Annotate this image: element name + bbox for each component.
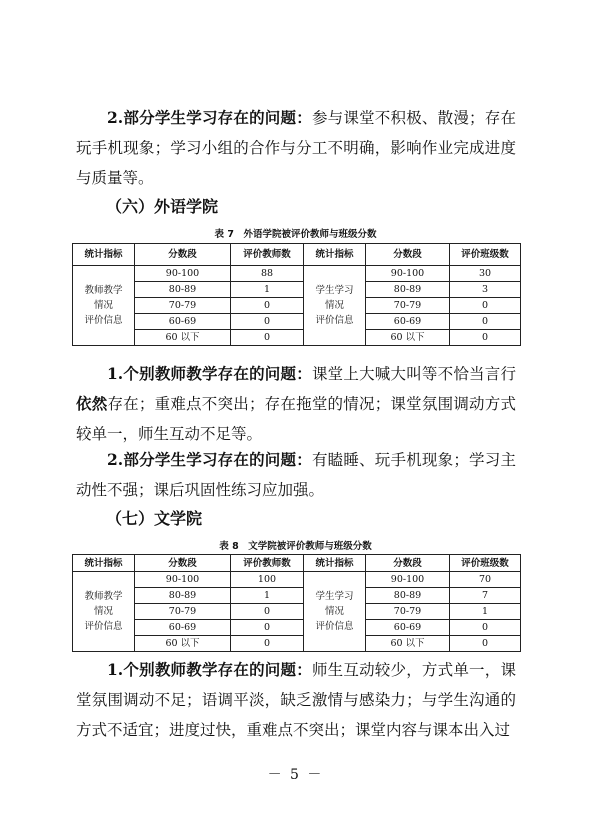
group-label-line: 情况 [93, 300, 113, 311]
student-eval-group-label [304, 572, 366, 652]
paragraph-body: 存在；重难点不突出；存在拖堂的情况；课堂氛围调动方式较单一，师生互动不足等。 [76, 395, 516, 443]
paragraph-lead: 2.部分学生学习存在的问题： [107, 450, 312, 469]
column-header: 分数段 [366, 555, 450, 572]
paragraph-lead: 1.个别教师教学存在的问题： [107, 364, 312, 383]
score-range-cell: 90-100 [135, 266, 231, 282]
score-range-cell: 90-100 [366, 572, 450, 588]
column-header: 分数段 [135, 244, 231, 266]
score-range-cell: 90-100 [366, 266, 450, 282]
teacher-count-cell: 88 [231, 266, 304, 282]
paragraph-lead: 1.个别教师教学存在的问题： [107, 660, 312, 679]
score-range-cell: 60 以下 [366, 330, 450, 346]
column-header: 评价教师数 [231, 244, 304, 266]
score-range-cell: 80-89 [135, 282, 231, 298]
class-count-cell: 0 [450, 620, 521, 636]
paragraph-teacher-issues-liberal-arts [76, 655, 516, 745]
teacher-count-cell: 0 [231, 620, 304, 636]
group-label-line: 学生学习 [315, 591, 354, 602]
paragraph-body: 参与课堂不积极、散漫；存在玩手机现象；学习小组的合作与分工不明确，影响作业完成进度与质量等。 [76, 109, 516, 187]
teacher-count-cell: 0 [231, 604, 304, 620]
column-header: 分数段 [135, 555, 231, 572]
score-range-cell: 60 以下 [135, 330, 231, 346]
column-header: 统计指标 [304, 555, 366, 572]
table-row [73, 604, 521, 620]
group-label-line: 情况 [324, 606, 344, 617]
teacher-eval-group-label [73, 266, 135, 346]
class-count-cell: 70 [450, 572, 521, 588]
score-range-cell: 80-89 [135, 588, 231, 604]
paragraph-body: 课堂上大喊大叫等不恰当言行 [311, 365, 516, 383]
class-count-cell: 0 [450, 330, 521, 346]
paragraph-emphasis: 依然 [76, 394, 108, 413]
section-heading-liberal-arts: （七）文学院 [106, 509, 203, 528]
table-8 [72, 554, 521, 652]
table-header-row [73, 555, 521, 572]
paragraph-body: 有瞌睡、玩手机现象；学习主动性不强；课后巩固性练习应加强。 [76, 451, 516, 499]
teacher-count-cell: 0 [231, 636, 304, 652]
table-row [73, 620, 521, 636]
table-row [73, 266, 521, 282]
table-7-caption: 表 7 外语学院被评价教师与班级分数 [214, 229, 377, 240]
table-header-row [73, 244, 521, 266]
table-row [73, 298, 521, 314]
class-count-cell: 0 [450, 298, 521, 314]
score-range-cell: 60-69 [366, 620, 450, 636]
score-range-cell: 60-69 [135, 620, 231, 636]
group-label-line: 情况 [93, 606, 113, 617]
group-label-line: 评价信息 [84, 315, 123, 326]
score-range-cell: 60 以下 [135, 636, 231, 652]
table-8-caption: 表 8 文学院被评价教师与班级分数 [219, 541, 372, 552]
page-number: － 5 － [267, 767, 324, 783]
teacher-count-cell: 0 [231, 298, 304, 314]
score-range-cell: 70-79 [366, 604, 450, 620]
teacher-count-cell: 1 [231, 282, 304, 298]
score-range-cell: 70-79 [366, 298, 450, 314]
section-heading-foreign-languages: （六）外语学院 [106, 197, 219, 216]
column-header: 分数段 [366, 244, 450, 266]
teacher-count-cell: 1 [231, 588, 304, 604]
paragraph-lead: 2.部分学生学习存在的问题： [107, 108, 312, 127]
column-header: 评价班级数 [450, 244, 521, 266]
teacher-eval-group-label [73, 572, 135, 652]
teacher-count-cell: 0 [231, 314, 304, 330]
paragraph-body: 师生互动较少，方式单一，课堂氛围调动不足；语调平淡，缺乏激情与感染力；与学生沟通的方式不适宜；进度过快，重难点不突出；课堂内容与课本出入过 [76, 661, 516, 739]
table-row [73, 588, 521, 604]
paragraph-teacher-issues-foreign [76, 359, 516, 449]
group-label-line: 教师教学 [84, 285, 123, 296]
paragraph-student-issues-1 [76, 103, 516, 193]
score-range-cell: 80-89 [366, 282, 450, 298]
table-row [73, 636, 521, 652]
table-row [73, 330, 521, 346]
column-header: 统计指标 [73, 244, 135, 266]
class-count-cell: 30 [450, 266, 521, 282]
class-count-cell: 1 [450, 604, 521, 620]
teacher-count-cell: 100 [231, 572, 304, 588]
table-row [73, 572, 521, 588]
score-range-cell: 60-69 [135, 314, 231, 330]
group-label-line: 学生学习 [315, 285, 354, 296]
group-label-line: 评价信息 [315, 315, 354, 326]
group-label-line: 评价信息 [315, 621, 354, 632]
table-7 [72, 243, 521, 346]
score-range-cell: 70-79 [135, 604, 231, 620]
teacher-count-cell: 0 [231, 330, 304, 346]
class-count-cell: 0 [450, 314, 521, 330]
column-header: 统计指标 [304, 244, 366, 266]
table-row [73, 314, 521, 330]
score-range-cell: 70-79 [135, 298, 231, 314]
table-row [73, 282, 521, 298]
group-label-line: 评价信息 [84, 621, 123, 632]
score-range-cell: 80-89 [366, 588, 450, 604]
class-count-cell: 7 [450, 588, 521, 604]
class-count-cell: 3 [450, 282, 521, 298]
column-header: 统计指标 [73, 555, 135, 572]
column-header: 评价教师数 [231, 555, 304, 572]
student-eval-group-label [304, 266, 366, 346]
class-count-cell: 0 [450, 636, 521, 652]
score-range-cell: 90-100 [135, 572, 231, 588]
group-label-line: 情况 [324, 300, 344, 311]
group-label-line: 教师教学 [84, 591, 123, 602]
paragraph-student-issues-foreign [76, 445, 516, 505]
score-range-cell: 60-69 [366, 314, 450, 330]
score-range-cell: 60 以下 [366, 636, 450, 652]
column-header: 评价班级数 [450, 555, 521, 572]
